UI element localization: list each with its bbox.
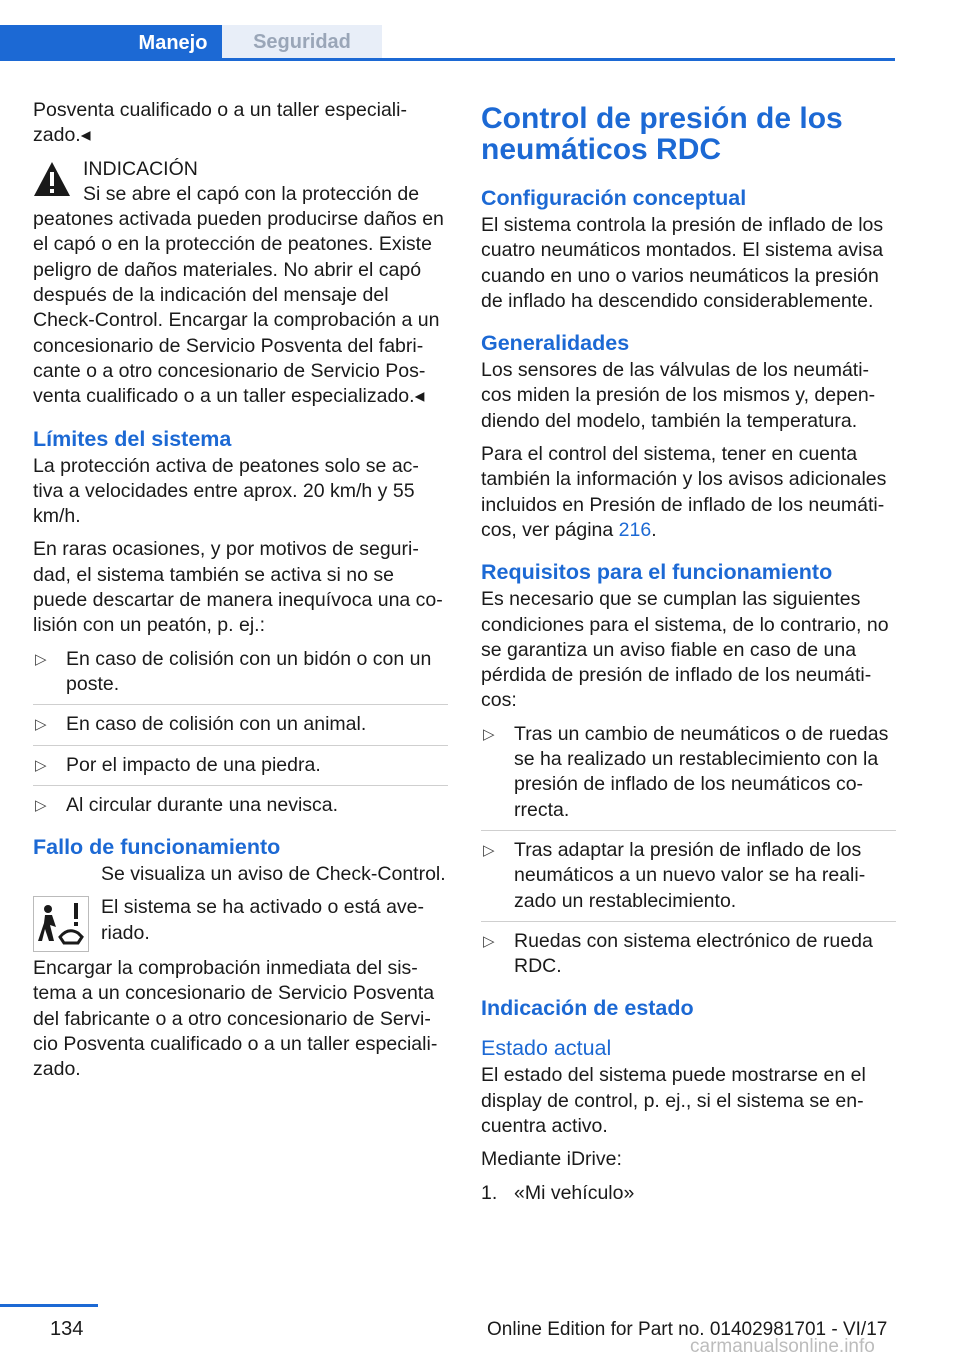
header-rule — [0, 58, 895, 61]
pedestrian-warning-icon — [33, 896, 89, 952]
bullet-list — [481, 722, 896, 980]
left-column — [33, 98, 448, 1091]
right-column — [481, 98, 896, 1206]
fallo-block — [33, 862, 448, 1082]
warning-note — [33, 157, 448, 410]
list-item: ▷ Ruedas con sistema electrónico de rueda RDC. — [483, 929, 873, 978]
warning-triangle-icon — [33, 161, 71, 197]
heading-requisitos: Requisitos para el funcionamiento — [481, 560, 833, 585]
bullet-arrow-icon: ▷ — [35, 796, 47, 814]
paragraph: El sistema controla la presión de inflado de los cuatro neumáticos montados. El sistema avisa cuando en uno o varios neumáticos la presión de inflado ha descendido considerablemente. — [481, 214, 884, 312]
note-title: INDICACIÓN — [83, 157, 198, 180]
bullet-arrow-icon: ▷ — [35, 756, 47, 774]
page-link[interactable]: 216 — [618, 518, 652, 541]
paragraph: Mediante iDrive: — [481, 1148, 622, 1171]
paragraph: Para el control del sistema, tener en cuenta también la información y los avisos adicionales incluidos en Presión de inflado de los neumáti‐cos, ver página 216. — [481, 443, 887, 541]
paragraph: En raras ocasiones, y por motivos de seguri‐dad, el sistema también se activa si no se puede descartar de manera inequívoca una co‐lisión con un peatón, p. ej.: — [33, 538, 443, 637]
edition-text: Online Edition for Part no. 01402981701 - VI/17 — [487, 1319, 888, 1340]
tab-seguridad[interactable]: Seguridad — [222, 25, 382, 58]
fallo-text: El sistema se ha activado o está ave‐riado. — [101, 896, 424, 944]
heading-limites: Límites del sistema — [33, 426, 232, 451]
list-item: ▷ En caso de colisión con un bidón o con un poste. — [33, 647, 448, 706]
paragraph: Encargar la comprobación inmediata del sis‐tema a un concesionario de Servicio Posventa del fabricante o a otro concesionario de Servi‐cio Posventa cualificado o a un taller especiali‐zado. — [33, 957, 438, 1081]
heading-fallo: Fallo de funcionamiento — [33, 835, 281, 860]
paragraph: Posventa cualificado o a un taller especiali‐zado.◂ — [33, 99, 407, 147]
list-item: ▷ Tras un cambio de neumáticos o de ruedas se ha realizado un restablecimiento con la presión de inflado de los neumáticos co‐rrecta. — [481, 722, 896, 831]
list-item: ▷ En caso de colisión con un animal. — [33, 712, 448, 745]
section-title: Control de presión de los neumáticos RDC — [481, 102, 843, 166]
paragraph: La protección activa de peatones solo se ac‐tiva a velocidades entre aprox. 20 km/h y 55 km/h. — [33, 454, 419, 528]
bullet-arrow-icon: ▷ — [483, 841, 495, 859]
bullet-arrow-icon: ▷ — [483, 932, 495, 950]
bullet-list — [33, 647, 448, 818]
list-item: ▷ Por el impacto de una piedra. — [33, 753, 448, 786]
chapter-nav — [0, 25, 895, 61]
list-item: ▷ Tras adaptar la presión de inflado de los neumáticos a un nuevo valor se ha reali‐zado un restablecimiento. — [481, 838, 896, 922]
bullet-arrow-icon: ▷ — [35, 650, 47, 668]
list-item: ▷ Al circular durante una nevisca. — [33, 793, 448, 818]
bullet-arrow-icon: ▷ — [35, 716, 47, 734]
heading-indicacion: Indicación de estado — [481, 996, 694, 1021]
footer-rule — [0, 1304, 98, 1307]
tab-manejo[interactable]: Manejo — [0, 25, 222, 61]
heading-generalidades: Generalidades — [481, 331, 630, 356]
fallo-text: Se visualiza un aviso de Check-Control. — [101, 863, 446, 886]
heading-config: Configuración conceptual — [481, 186, 747, 210]
paragraph: Los sensores de las válvulas de los neumáti‐cos miden la presión de los mismos y, depen‐diendo del modelo, también la temperatura. — [481, 359, 876, 432]
watermark: carmanualsonline.info — [690, 1336, 875, 1357]
note-body: Si se abre el capó con la protección de peatones activada pueden producirse daños en el capó o en la protección de peatones. Existe peligro de daños materiales. No abrir el capó después de la indicación del mensaje del Check-Control. Encargar la comprobación a un concesionario de Servicio Posventa del fabri‐cante o a otro concesionario de Servicio Pos‐venta cualificado o a un taller especializado.◂ — [33, 182, 444, 408]
step-list — [481, 1181, 896, 1206]
paragraph: Es necesario que se cumplan las siguientes condiciones para el sistema, de lo contrario, no se garantiza un aviso fiable en caso de una pérdida de presión de inflado de los neumáti‐cos: — [481, 588, 889, 712]
paragraph: El estado del sistema puede mostrarse en el display de control, p. ej., si el sistema se en‐cuentra activo. — [481, 1064, 866, 1138]
list-item: 1. «Mi vehículo» — [481, 1181, 635, 1204]
heading-estado-actual: Estado actual — [481, 1036, 612, 1061]
bullet-arrow-icon: ▷ — [483, 725, 495, 743]
page-number: 134 — [50, 1318, 84, 1340]
